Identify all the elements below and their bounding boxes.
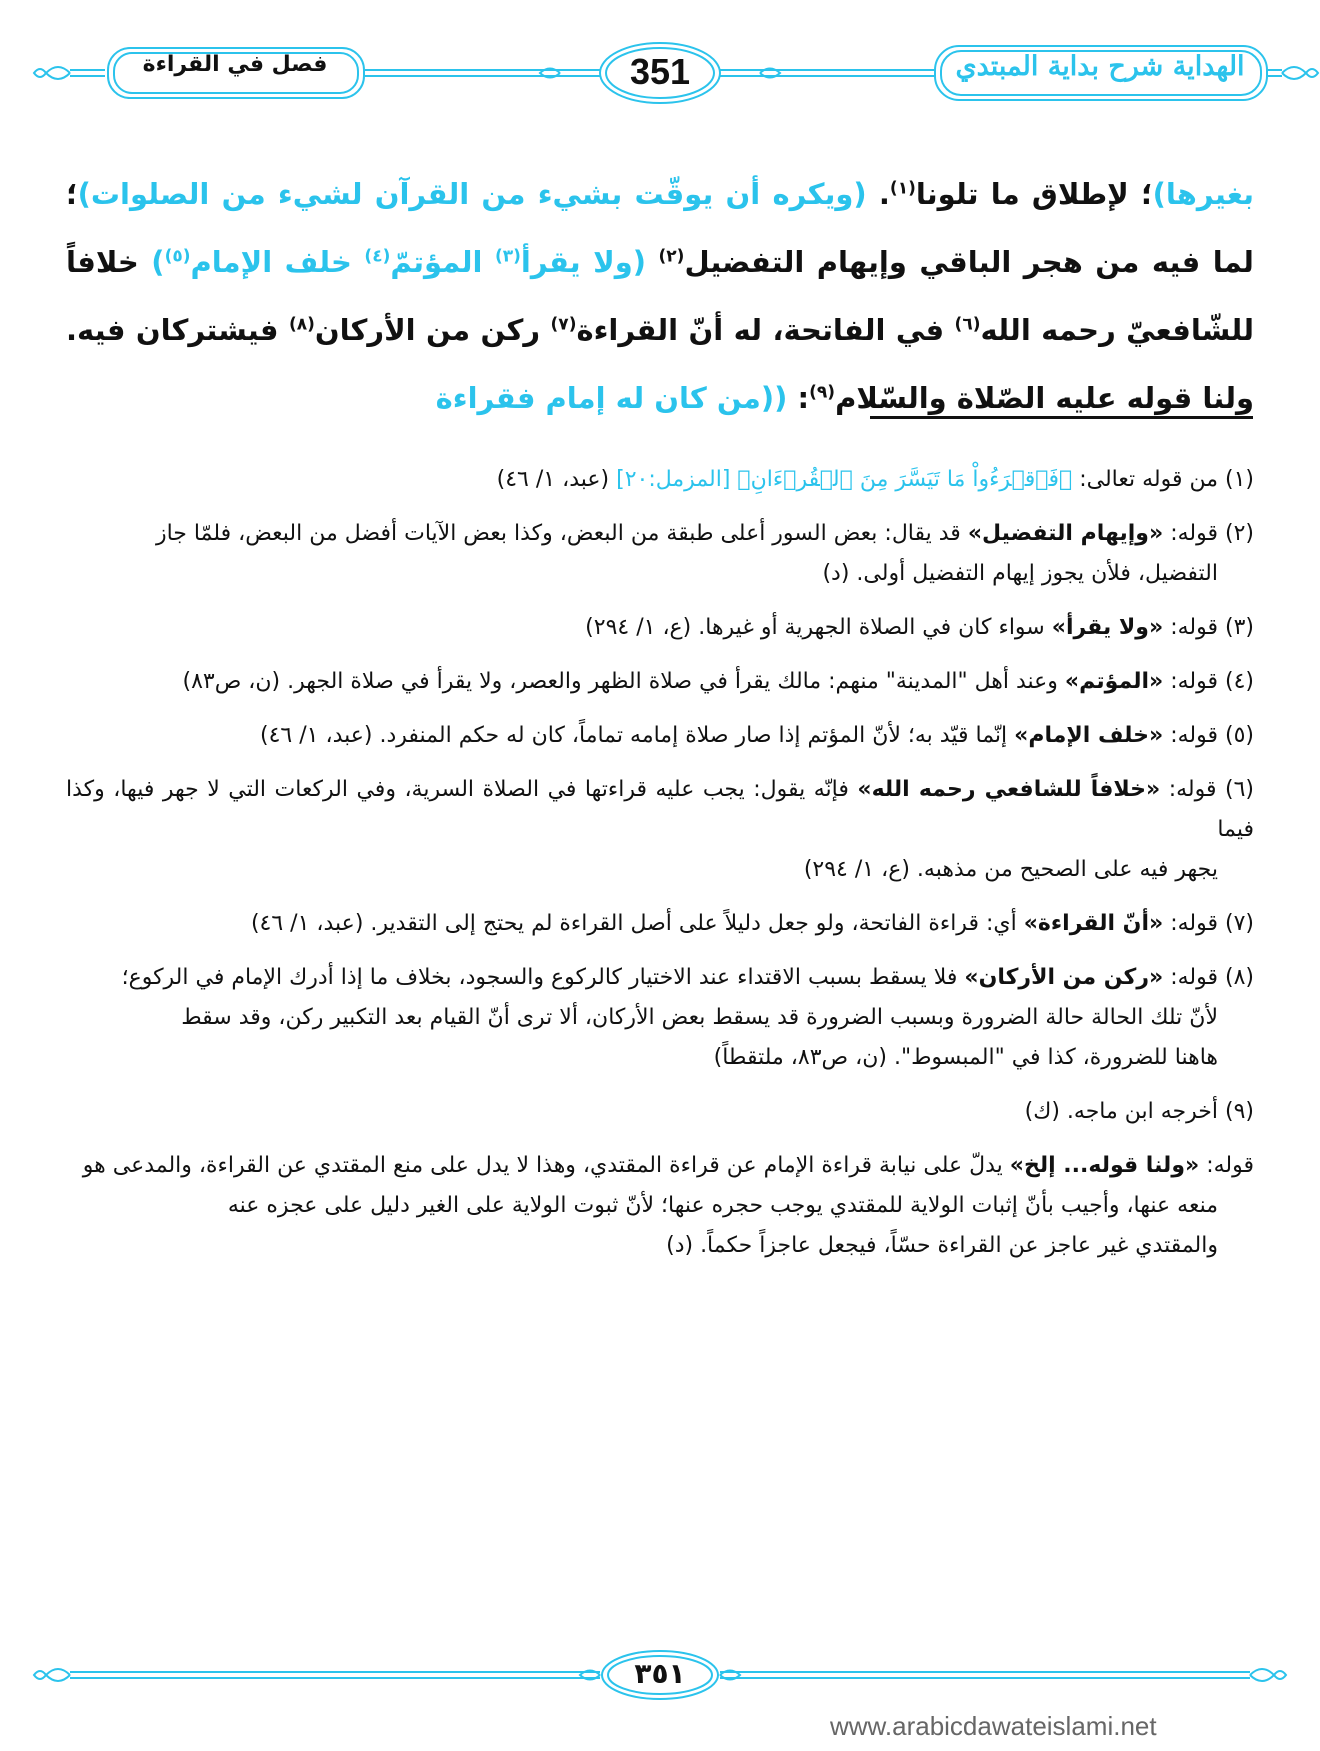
page-number-bottom: ٣٥١ bbox=[634, 1657, 686, 1690]
footnote-keyword: «ركن من الأركان» bbox=[964, 965, 1164, 990]
footnote-ref[interactable]: (١) bbox=[889, 178, 916, 199]
footnote-ref[interactable]: (٢) bbox=[658, 246, 685, 267]
footnotes bbox=[66, 460, 1254, 1280]
main-quote: (ولا يقرأ bbox=[520, 245, 646, 279]
main-text-span: . bbox=[866, 177, 890, 211]
footnote-keyword: «المؤتم» bbox=[1064, 669, 1164, 694]
footnote-text: (٩) أخرجه ابن ماجه. (ك) bbox=[1024, 1099, 1254, 1124]
main-text-span: : bbox=[787, 381, 810, 415]
footnote-4 bbox=[66, 662, 1254, 702]
footnote-3 bbox=[66, 608, 1254, 648]
page-footer bbox=[0, 1645, 1320, 1751]
footnote-text: قد يقال: بعض السور أعلى طبقة من البعض، وكذا بعض الآيات أفضل من البعض، فلمّا جاز bbox=[155, 521, 968, 546]
main-text bbox=[66, 160, 1254, 432]
footnote-8 bbox=[66, 958, 1254, 1078]
footnote-label: (٤) قوله: bbox=[1163, 669, 1254, 694]
footnote-ref[interactable]: (٨) bbox=[288, 314, 315, 335]
footnote-label: (٦) قوله: bbox=[1160, 777, 1254, 802]
footnote-ref[interactable]: (٧) bbox=[550, 314, 577, 335]
footnote-ref[interactable]: (٦) bbox=[954, 314, 981, 335]
footnote-text: منعه عنها، وأجيب بأنّ إثبات الولاية للمقتدي يوجب حجره عنها؛ لأنّ ثبوت الولاية على الغير دليل على عجزه عنه bbox=[227, 1193, 1218, 1218]
footnote-text: فلا يسقط بسبب الاقتداء عند الاختيار كالركوع والسجود، بخلاف ما إذا أدرك الإمام في الركوع؛ bbox=[121, 965, 965, 990]
footnote-2 bbox=[66, 514, 1254, 594]
footnote-text: التفضيل، فلأن يجوز إيهام التفضيل أولى. (د) bbox=[822, 561, 1218, 586]
footnote-label: (٥) قوله: bbox=[1163, 723, 1254, 748]
footnote-keyword: «خلافاً للشافعي رحمه الله» bbox=[857, 777, 1161, 802]
footnote-1 bbox=[66, 460, 1254, 500]
footnote-label: (٢) قوله: bbox=[1163, 521, 1254, 546]
footnote-label: (٣) قوله: bbox=[1163, 615, 1254, 640]
footnote-text: والمقتدي غير عاجز عن القراءة حسّاً، فيجعل عاجزاً حكماً. (د) bbox=[666, 1233, 1218, 1258]
footnote-text: هاهنا للضرورة، كذا في "المبسوط". (ن، ص٨٣، ملتقطاً) bbox=[713, 1045, 1218, 1070]
main-quote: المؤتمّ bbox=[390, 245, 483, 279]
footnote-text: سواء كان في الصلاة الجهرية أو غيرها. (ع، ١/ ٢٩٤) bbox=[585, 615, 1052, 640]
book-title: الهداية شرح بداية المبتدي bbox=[955, 51, 1245, 82]
footnote-text: (عبد، ١/ ٤٦) bbox=[496, 467, 617, 492]
main-text-span: ؛ لإطلاق ما تلونا bbox=[915, 177, 1153, 211]
footnote-text: لأنّ تلك الحالة حالة الضرورة وبسبب الضرورة قد يسقط بعض الأركان، ألا ترى أنّ القيام بعد التكبير ركن، وقد سقط bbox=[181, 1005, 1218, 1030]
main-text-span: وإيهام التفضيل bbox=[684, 245, 907, 279]
footnote-divider bbox=[870, 416, 1253, 419]
footnote-text: يدلّ على نيابة قراءة الإمام عن قراءة المقتدي، وهذا لا يدل على منع المقتدي عن القراءة، والمدعى هو bbox=[82, 1153, 1010, 1178]
footnote-text: وعند أهل "المدينة" منهم: مالك يقرأ في صلاة الظهر والعصر، ولا يقرأ في صلاة الجهر. (ن، ص٨٣) bbox=[182, 669, 1065, 694]
quran-verse: ﴿فَٱقۡرَءُواْ مَا تَيَسَّرَ مِنَ ٱلۡقُرۡءَانِ﴾ [المزمل:٢٠] bbox=[616, 467, 1073, 492]
page-number-top: 351 bbox=[629, 51, 691, 92]
footnote-keyword: «خلف الإمام» bbox=[1014, 723, 1164, 748]
footnote-text: فإنّه يقول: يجب عليه قراءتها في الصلاة السرية، وفي الركعات التي لا جهر فيها، وكذا فيما bbox=[66, 777, 1254, 842]
main-text-span: ؛ لما فيه من هجر الباقي bbox=[66, 177, 1254, 279]
main-text-span: القراءة bbox=[576, 313, 679, 347]
footnote-keyword: «أنّ القراءة» bbox=[1023, 911, 1164, 936]
page-header bbox=[0, 0, 1320, 130]
footnote-keyword: «وإيهام التفضيل» bbox=[967, 521, 1164, 546]
footnote-text: إنّما قيّد به؛ لأنّ المؤتم إذا صار صلاة إمامه تماماً، كان له حكم المنفرد. (عبد، ١/ ٤٦) bbox=[260, 723, 1015, 748]
footnote-ref[interactable]: (٩) bbox=[809, 382, 836, 403]
main-quote: ) bbox=[151, 245, 165, 279]
main-text-span: ركن من الأركان bbox=[314, 313, 551, 347]
main-text-span: في الفاتحة، له أنّ bbox=[688, 313, 955, 347]
section-title: فصل في القراءة bbox=[142, 52, 328, 77]
footnote-5 bbox=[66, 716, 1254, 756]
main-quote: (ويكره أن يوقّت بشيء من القرآن لشيء من الصلوات) bbox=[77, 177, 867, 211]
footnote-extra bbox=[66, 1146, 1254, 1266]
main-quote: ((من كان له إمام فقراءة bbox=[435, 381, 788, 415]
footnote-6 bbox=[66, 770, 1254, 890]
footnote-label: (٧) قوله: bbox=[1163, 911, 1254, 936]
website-url[interactable]: www.arabicdawateislami.net bbox=[830, 1711, 1157, 1741]
footnote-7 bbox=[66, 904, 1254, 944]
footnote-keyword: «ولا يقرأ» bbox=[1051, 615, 1164, 640]
footnote-9 bbox=[66, 1092, 1254, 1132]
footnote-ref[interactable]: (٣) bbox=[494, 246, 521, 267]
main-text-span: فيشتركان فيه. ولنا قوله عليه الصّلاة والسّلام bbox=[66, 313, 1254, 415]
footnote-ref[interactable]: (٥) bbox=[164, 246, 191, 267]
main-text-span: خلافاً للشّافعيّ رحمه الله bbox=[66, 245, 1254, 347]
footnote-keyword: «ولنا قوله... إلخ» bbox=[1009, 1153, 1200, 1178]
footnote-label: (٨) قوله: bbox=[1163, 965, 1254, 990]
footnote-label: (١) من قوله تعالى: bbox=[1072, 467, 1254, 492]
footnote-ref[interactable]: (٤) bbox=[364, 246, 391, 267]
footnote-text: أي: قراءة الفاتحة، ولو جعل دليلاً على أصل القراءة لم يحتج إلى التقدير. (عبد، ١/ ٤٦) bbox=[250, 911, 1024, 936]
footnote-label: قوله: bbox=[1199, 1153, 1254, 1178]
footnote-text: يجهر فيه على الصحيح من مذهبه. (ع، ١/ ٢٩٤) bbox=[803, 857, 1218, 882]
main-quote: خلف الإمام bbox=[190, 245, 352, 279]
main-quote: بغيرها) bbox=[1152, 177, 1254, 211]
